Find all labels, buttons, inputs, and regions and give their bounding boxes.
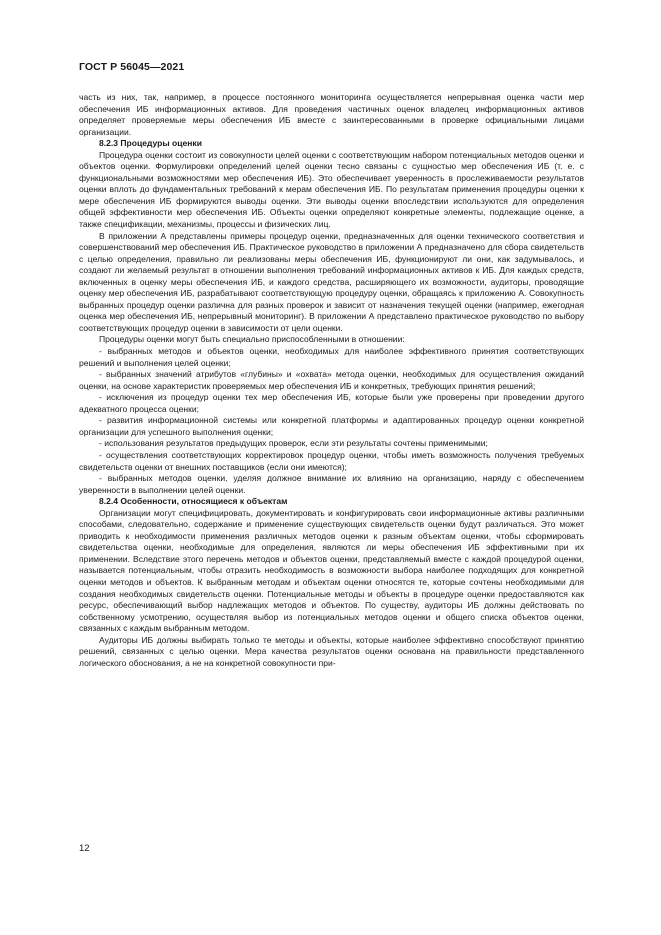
paragraph: Процедуры оценки могут быть специально приспособленными в отношении: [99,334,405,345]
list-item: - развития информационной системы или конкретной платформы и адаптированных процедур оценки конкретной организации для успешного выполнения оценки; [79,415,584,437]
list-item: - выбранных методов и объектов оценки, необходимых для наиболее эффективного принятия соответствующих решений и выполнения целей оценки; [79,346,584,368]
document-code: ГОСТ Р 56045—2021 [79,61,185,73]
section-heading-8-2-4: 8.2.4 Особенности, относящиеся к объектам [99,496,288,507]
list-item: - осуществления соответствующих корректировок процедур оценки, чтобы иметь возможность получения требуемых свидетельств оценки от внешних поставщиков (если они имеются); [79,449,584,472]
paragraph: В приложении А представлены примеры процедур оценки, предназначенных для оценки технического соответствия и совершенствований мер обеспечения ИБ. Практическое руководство в приложении А предназначено для сбора свидетельств с целью определения, правильно ли реализованы меры обеспечения ИБ, функционируют ли они, как задумывалось, и создают ли желаемый результат в отношении выполнения требований информационных активов к ИБ. Для каждых средств, включенных в оценку меры обеспечения ИБ, и каждого средства, расширяющего их возможности, аудиторы, проводящие оценку мер обеспечения ИБ, разрабатывают соответствующую процедуру оценки, обращаясь к приложению А. Совокупность выбранных процедур оценки различна для разных проверок и зависит от назначения текущей оценки (например, ежегодная оценка мер обеспечения ИБ, непрерывный мониторинг). В приложении А представлено практическое руководство по выбору соответствующих процедур оценки в зависимости от цели оценки. [79,230,584,333]
list-item: - исключения из процедур оценки тех мер обеспечения ИБ, которые были уже проверены при проведении другого адекватного процесса оценки; [79,392,584,414]
page-body [79,92,584,669]
section-heading-8-2-3: 8.2.3 Процедуры оценки [99,138,202,149]
paragraph-continuation: часть из них, так, например, в процессе постоянного мониторинга осуществляется непрерывная оценка части мер обеспечения ИБ информационных активов. Для проведения частичных оценок владелец информационных активов определяет проверяемые меры обеспечения ИБ вместе с заинтересованными в проверке официальными лицами организации. [79,92,584,137]
list-item: - использования результатов предыдущих проверок, если эти результаты сочтены применимыми; [99,438,488,449]
list-item: - выбранных значений атрибутов «глубины» и «охвата» метода оценки, необходимых для осуществления ожиданий оценки, на основе характеристик проверяемых мер обеспечения ИБ и конкретных, требующих принятия решений; [79,369,584,391]
paragraph: Аудиторы ИБ должны выбирать только те методы и объекты, которые наиболее эффективно способствуют принятию решений, связанных с целью оценки. Мера качества результатов оценки основана на правильности представленного логического обоснования, а не на конкретной совокупности при- [79,634,584,668]
page-number: 12 [79,843,90,854]
paragraph: Организации могут специфицировать, документировать и конфигурировать свои информационные активы различными способами, следовательно, содержание и применение существующих свидетельств оценки будут различаться. Это может приводить к необходимости применения различных методов оценки к разным объектам оценки, чтобы сформировать свидетельства оценки, необходимые для определения, являются ли меры обеспечения ИБ эффективными при их применении. Вследствие этого перечень методов и объектов оценки, представляемый вместе с каждой процедурой оценки, называется потенциальным, чтобы отразить необходимость в возможности выбора наиболее подходящих для конкретной оценки методов и объектов. К выбранным методам и объектам оценки относятся те, которые сочтены необходимыми для создания необходимых свидетельств оценки. Потенциальные методы и объекты в процедуре оценки предоставляются как ресурс, обеспечивающий выбор надлежащих методов и объектов. По существу, аудиторы ИБ должны действовать по собственному усмотрению, осуществляя выбор из потенциальных методов оценки и общего списка объектов оценки, связанных с каждым выбранным методом. [79,507,584,634]
paragraph: Процедура оценки состоит из совокупности целей оценки с соответствующим набором потенциальных методов оценки и объектов оценки. Формулировки определений целей оценки тесно связаны с сущностью мер обеспечения ИБ (т. е. с функциональными возможностями мер обеспечения ИБ). Это обеспечивает уверенность в прослеживаемости результатов оценки вплоть до фундаментальных требований к мерам обеспечения ИБ. По результатам применения процедуры оценки к мере обеспечения ИБ формируются выводы оценки. Эти выводы оценки впоследствии используются для определения общей эффективности мер обеспечения ИБ. Объекты оценки определяют конкретные элементы, подлежащие оценке, а также спецификации, механизмы, процессы и физических лиц. [79,149,584,230]
list-item: - выбранных методов оценки, уделяя должное внимание их влиянию на организацию, наряду с обеспечением уверенности в выполнении целей оценки. [79,473,584,495]
